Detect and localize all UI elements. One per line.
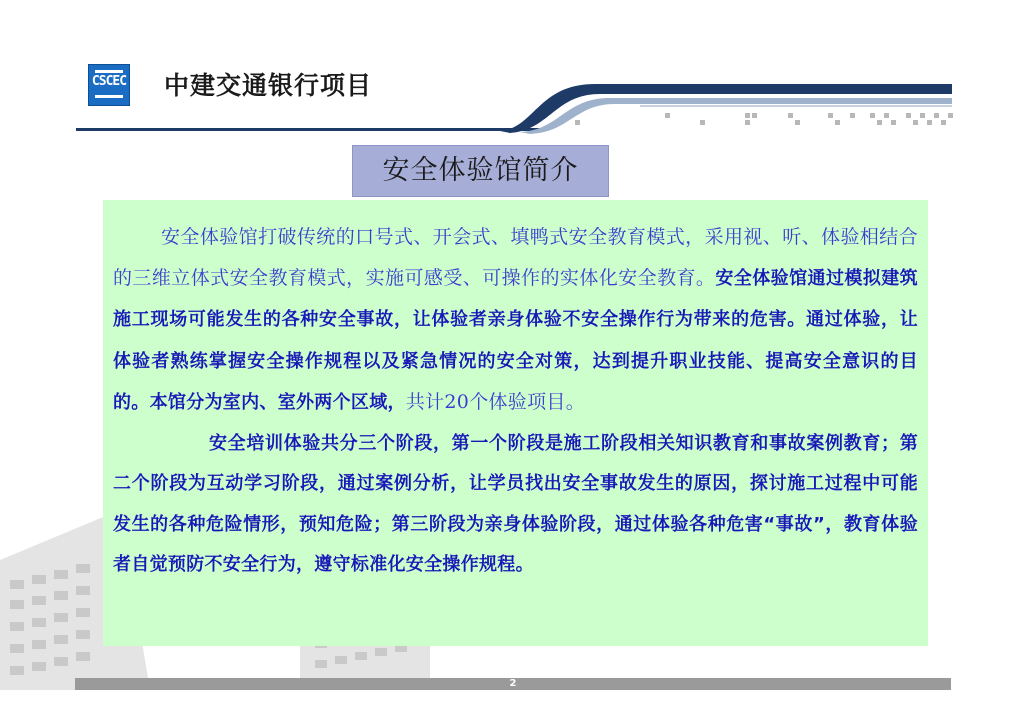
content-box xyxy=(103,200,928,646)
logo-bar-top xyxy=(95,70,123,73)
footer-bar xyxy=(75,678,951,690)
header-divider xyxy=(76,128,546,131)
paragraph-1-ending: 共计20个体验项目。 xyxy=(405,391,585,413)
dot-pattern-decoration xyxy=(570,108,955,130)
header-title: 中建交通银行项目 xyxy=(164,71,373,100)
company-logo xyxy=(88,64,130,106)
section-title: 安全体验馆简介 xyxy=(352,145,609,197)
logo-bar-bottom xyxy=(95,95,123,98)
page-number: 2 xyxy=(509,678,517,689)
logo-text: CSCEC xyxy=(91,74,127,89)
paragraph-1-emphasis: 安全体验馆通过模拟建筑施工现场可能发生的各种安全事故，让体验者亲身体验不安全操作行为带来的危害。通过体验，让体验者熟练掌握安全操作规程以及紧急情况的安全对策，达到提升职业技能、提高安全意识的目的。本馆分为室内、室外两个区域， xyxy=(113,267,918,413)
paragraph-1-intro: 安全体验馆打破传统的口号式、开会式、填鸭式安全教育模式，采用视、听、体验相结合的三维立体式安全教育模式，实施可感受、可操作的实体化安全教育。 xyxy=(113,226,918,289)
paragraph-1 xyxy=(113,217,918,424)
paragraph-2: 安全培训体验共分三个阶段，第一个阶段是施工阶段相关知识教育和事故案例教育；第二个阶段为互动学习阶段，通过案例分析，让学员找出安全事故发生的原因，探讨施工过程中可能发生的各种危险情形，预知危险；第三阶段为亲身体验阶段，通过体验各种危害“事故”，教育体验者自觉预防不安全行为，遵守标准化安全操作规程。 xyxy=(113,432,918,575)
